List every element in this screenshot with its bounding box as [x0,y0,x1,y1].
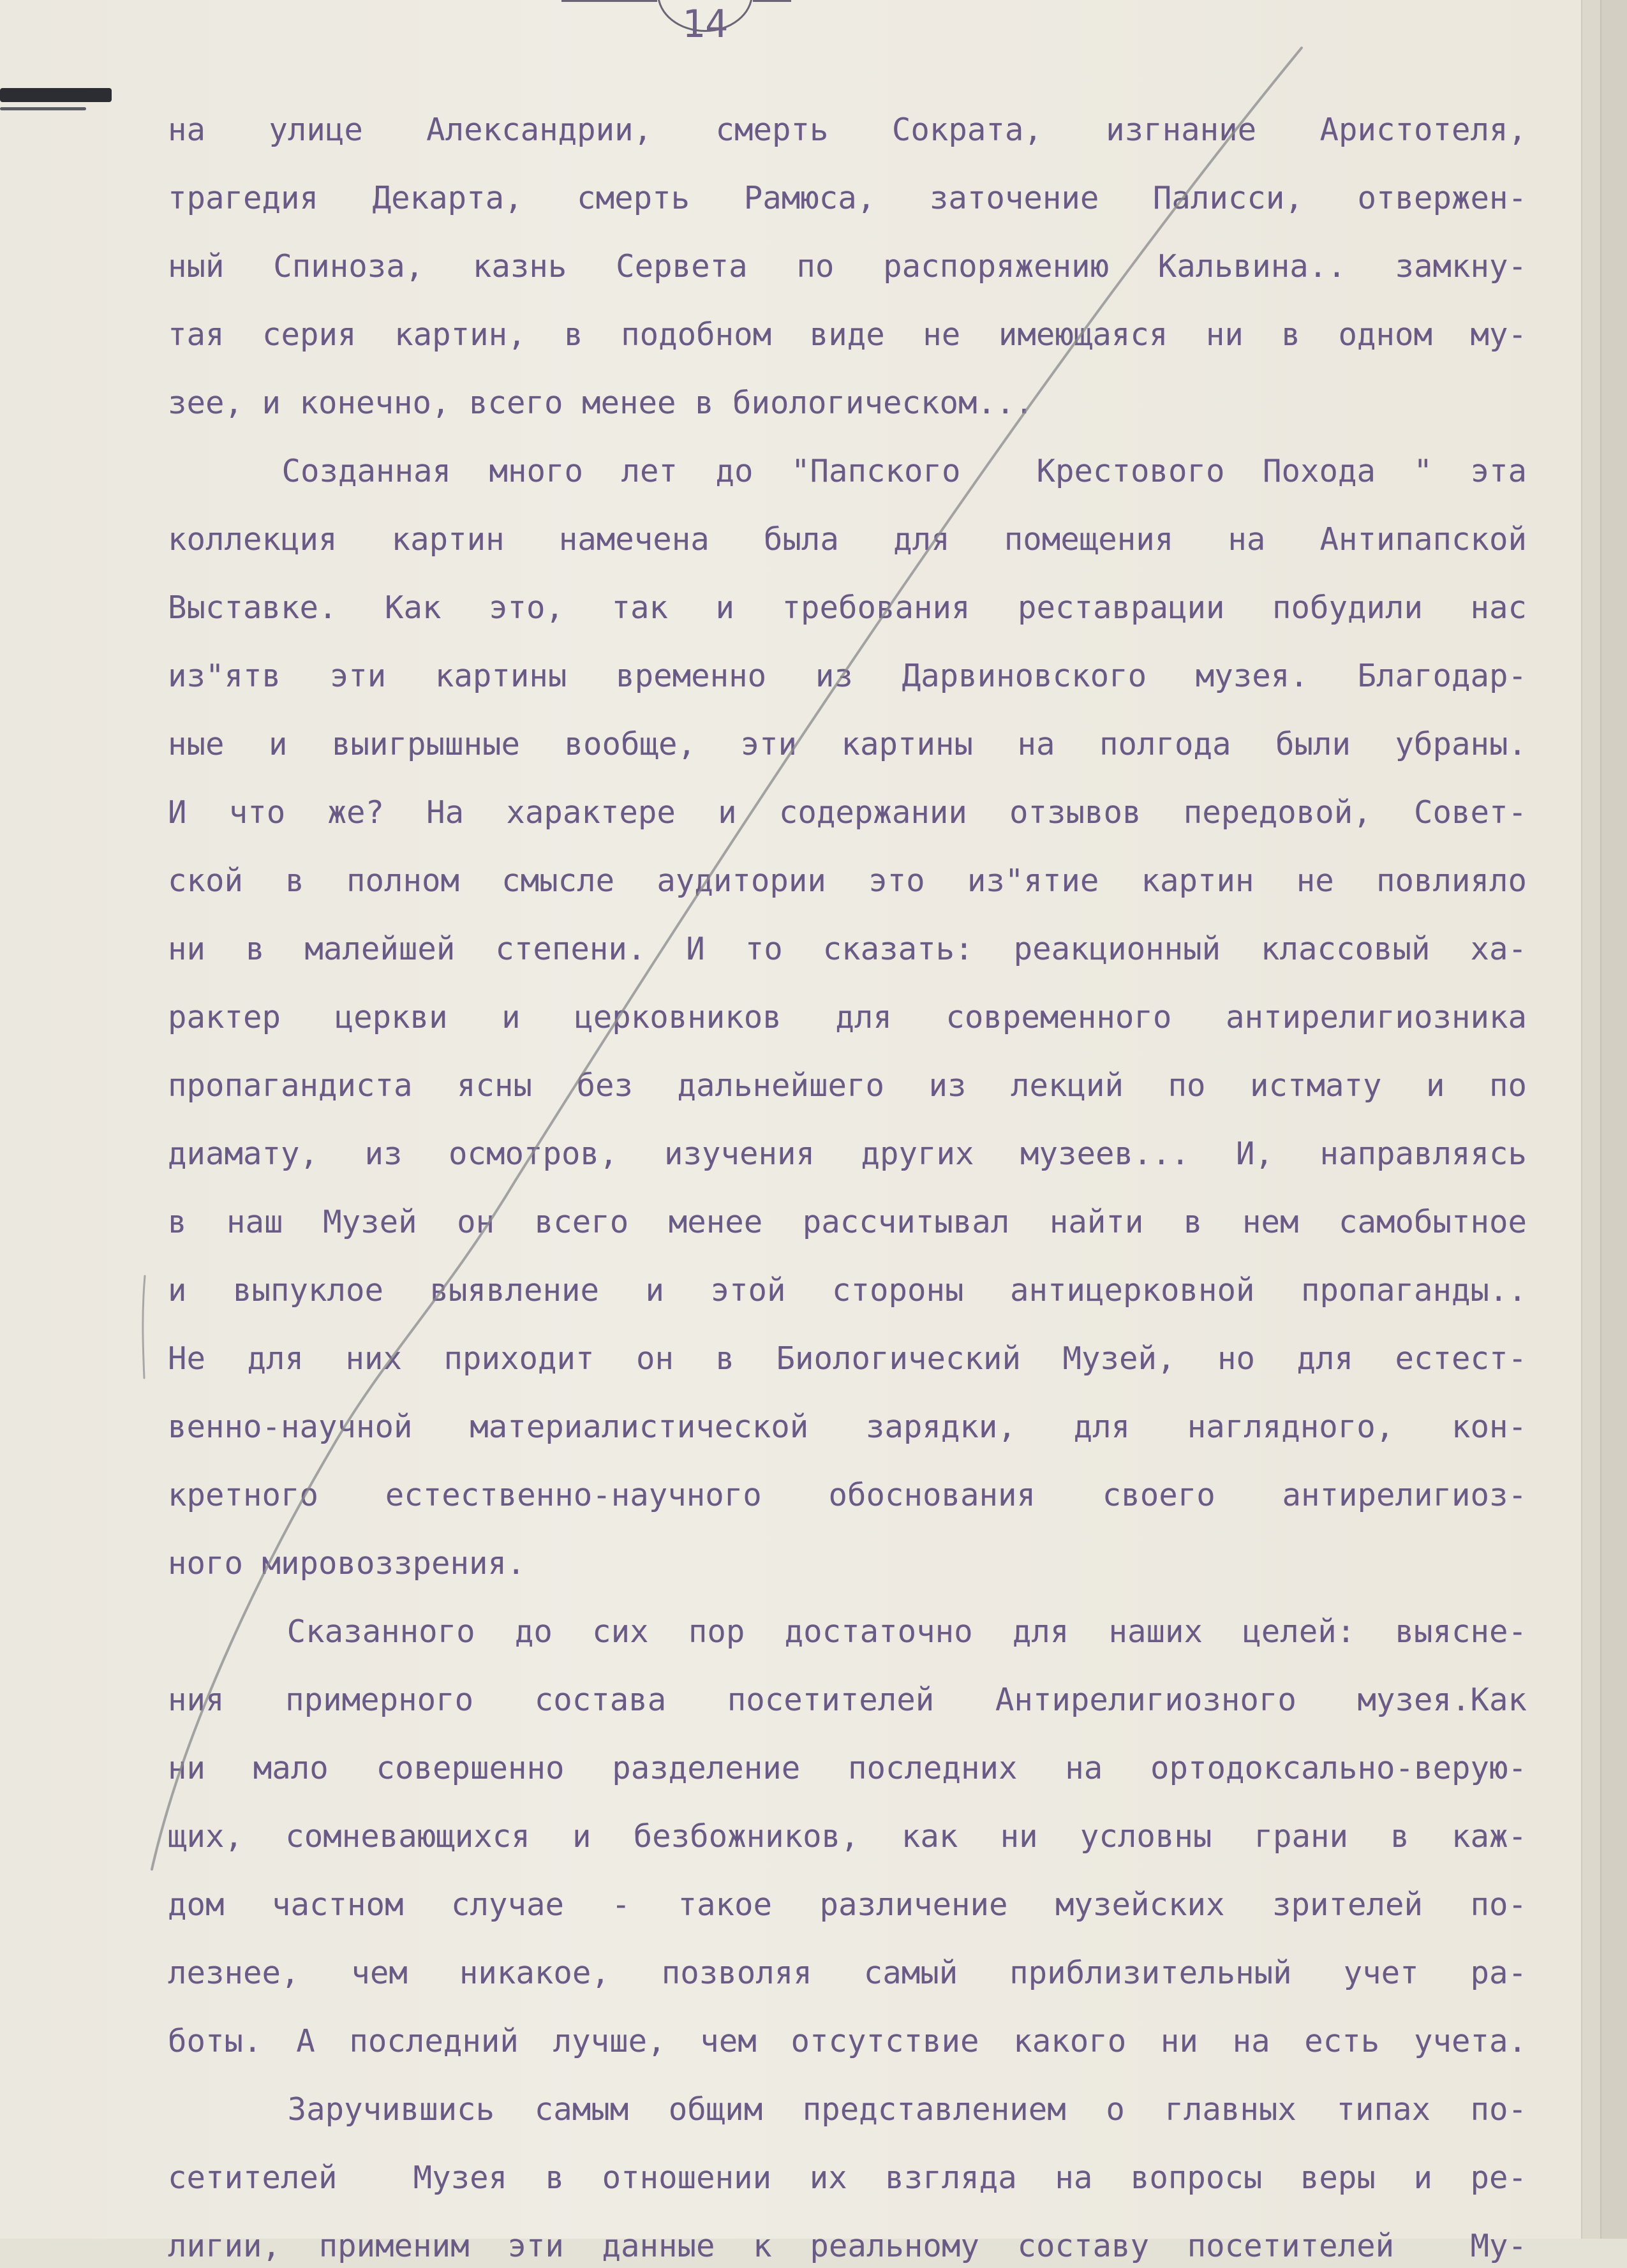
text-line: коллекция картин намечена была для помещения на Антипапской [168,521,1527,558]
text-line: дом частном случае - такое различение музейских зрителей по- [168,1886,1527,1923]
text-line: сетителей Музея в отношении их взгляда на вопросы веры и ре- [168,2160,1527,2196]
text-line: из"ятв эти картины временно из Дарвиновского музея. Благодар- [168,658,1527,694]
text-line: в наш Музей он всего менее рассчитывал найти в нем самобытное [168,1204,1527,1240]
underlying-page-edge [1600,0,1627,2239]
text-line: Созданная много лет до "Папского Крестового Похода " эта [168,453,1527,489]
page-number: 14 [681,2,729,47]
text-line: Заручившись самым общим представлением о главных типах по- [168,2091,1527,2128]
text-line: венно-научной материалистической зарядки, для наглядного, кон- [168,1409,1527,1445]
text-line: и выпуклое выявление и этой стороны антицерковной пропаганды.. [168,1272,1527,1308]
text-line: боты. А последний лучше, чем отсутствие какого ни на есть учета. [168,2023,1527,2059]
underlying-page-edge [1581,0,1601,2239]
text-line: лезнее, чем никакое, позволяя самый приблизительный учет ра- [168,1955,1527,1991]
binder-clip [0,88,112,102]
text-line: щих, сомневающихся и безбожников, как ни условны грани в каж- [168,1818,1527,1855]
text-line: трагедия Декарта, смерть Рамюса, заточение Палисси, отвержен- [168,180,1527,216]
text-line: пропагандиста ясны без дальнейшего из лекций по истмату и по [168,1067,1527,1104]
text-line: ные и выигрышные вообще, эти картины на полгода были убраны. [168,726,1527,762]
text-line: диамату, из осмотров, изучения других музеев... И, направляясь [168,1136,1527,1172]
text-line: Не для них приходит он в Биологический Музей, но для естест- [168,1340,1527,1377]
text-line: ного мировоззрения. [168,1545,526,1582]
binder-thread [0,107,86,110]
page-number-dash [561,0,657,2]
text-line: ни в малейшей степени. И то сказать: реакционный классовый ха- [168,931,1527,967]
text-line: ния примерного состава посетителей Антирелигиозного музея.Как [168,1682,1527,1718]
text-line: ской в полном смысле аудитории это из"ятие картин не повлияло [168,863,1527,899]
text-line: Сказанного до сих пор достаточно для наших целей: выясне- [168,1613,1527,1650]
text-line: Выставке. Как это, так и требования реставрации побудили нас [168,589,1527,626]
text-line: ни мало совершенно разделение последних на ортодоксально-верую- [168,1750,1527,1786]
text-line: тая серия картин, в подобном виде не имеющаяся ни в одном му- [168,316,1527,353]
text-line: лигии, применим эти данные к реальному составу посетителей Му- [168,2228,1527,2264]
text-line: зее, и конечно, всего менее в биологическом... [168,385,1034,421]
page-number-dash [753,0,791,2]
text-line: И что же? На характере и содержании отзывов передовой, Совет- [168,794,1527,831]
text-line: кретного естественно-научного обоснования своего антирелигиоз- [168,1477,1527,1513]
text-line: на улице Александрии, смерть Сократа, изгнание Аристотеля, [168,112,1527,148]
text-line: рактер церкви и церковников для современного антирелигиозника [168,999,1527,1035]
text-line: ный Спиноза, казнь Сервета по распоряжению Кальвина.. замкну- [168,248,1527,285]
